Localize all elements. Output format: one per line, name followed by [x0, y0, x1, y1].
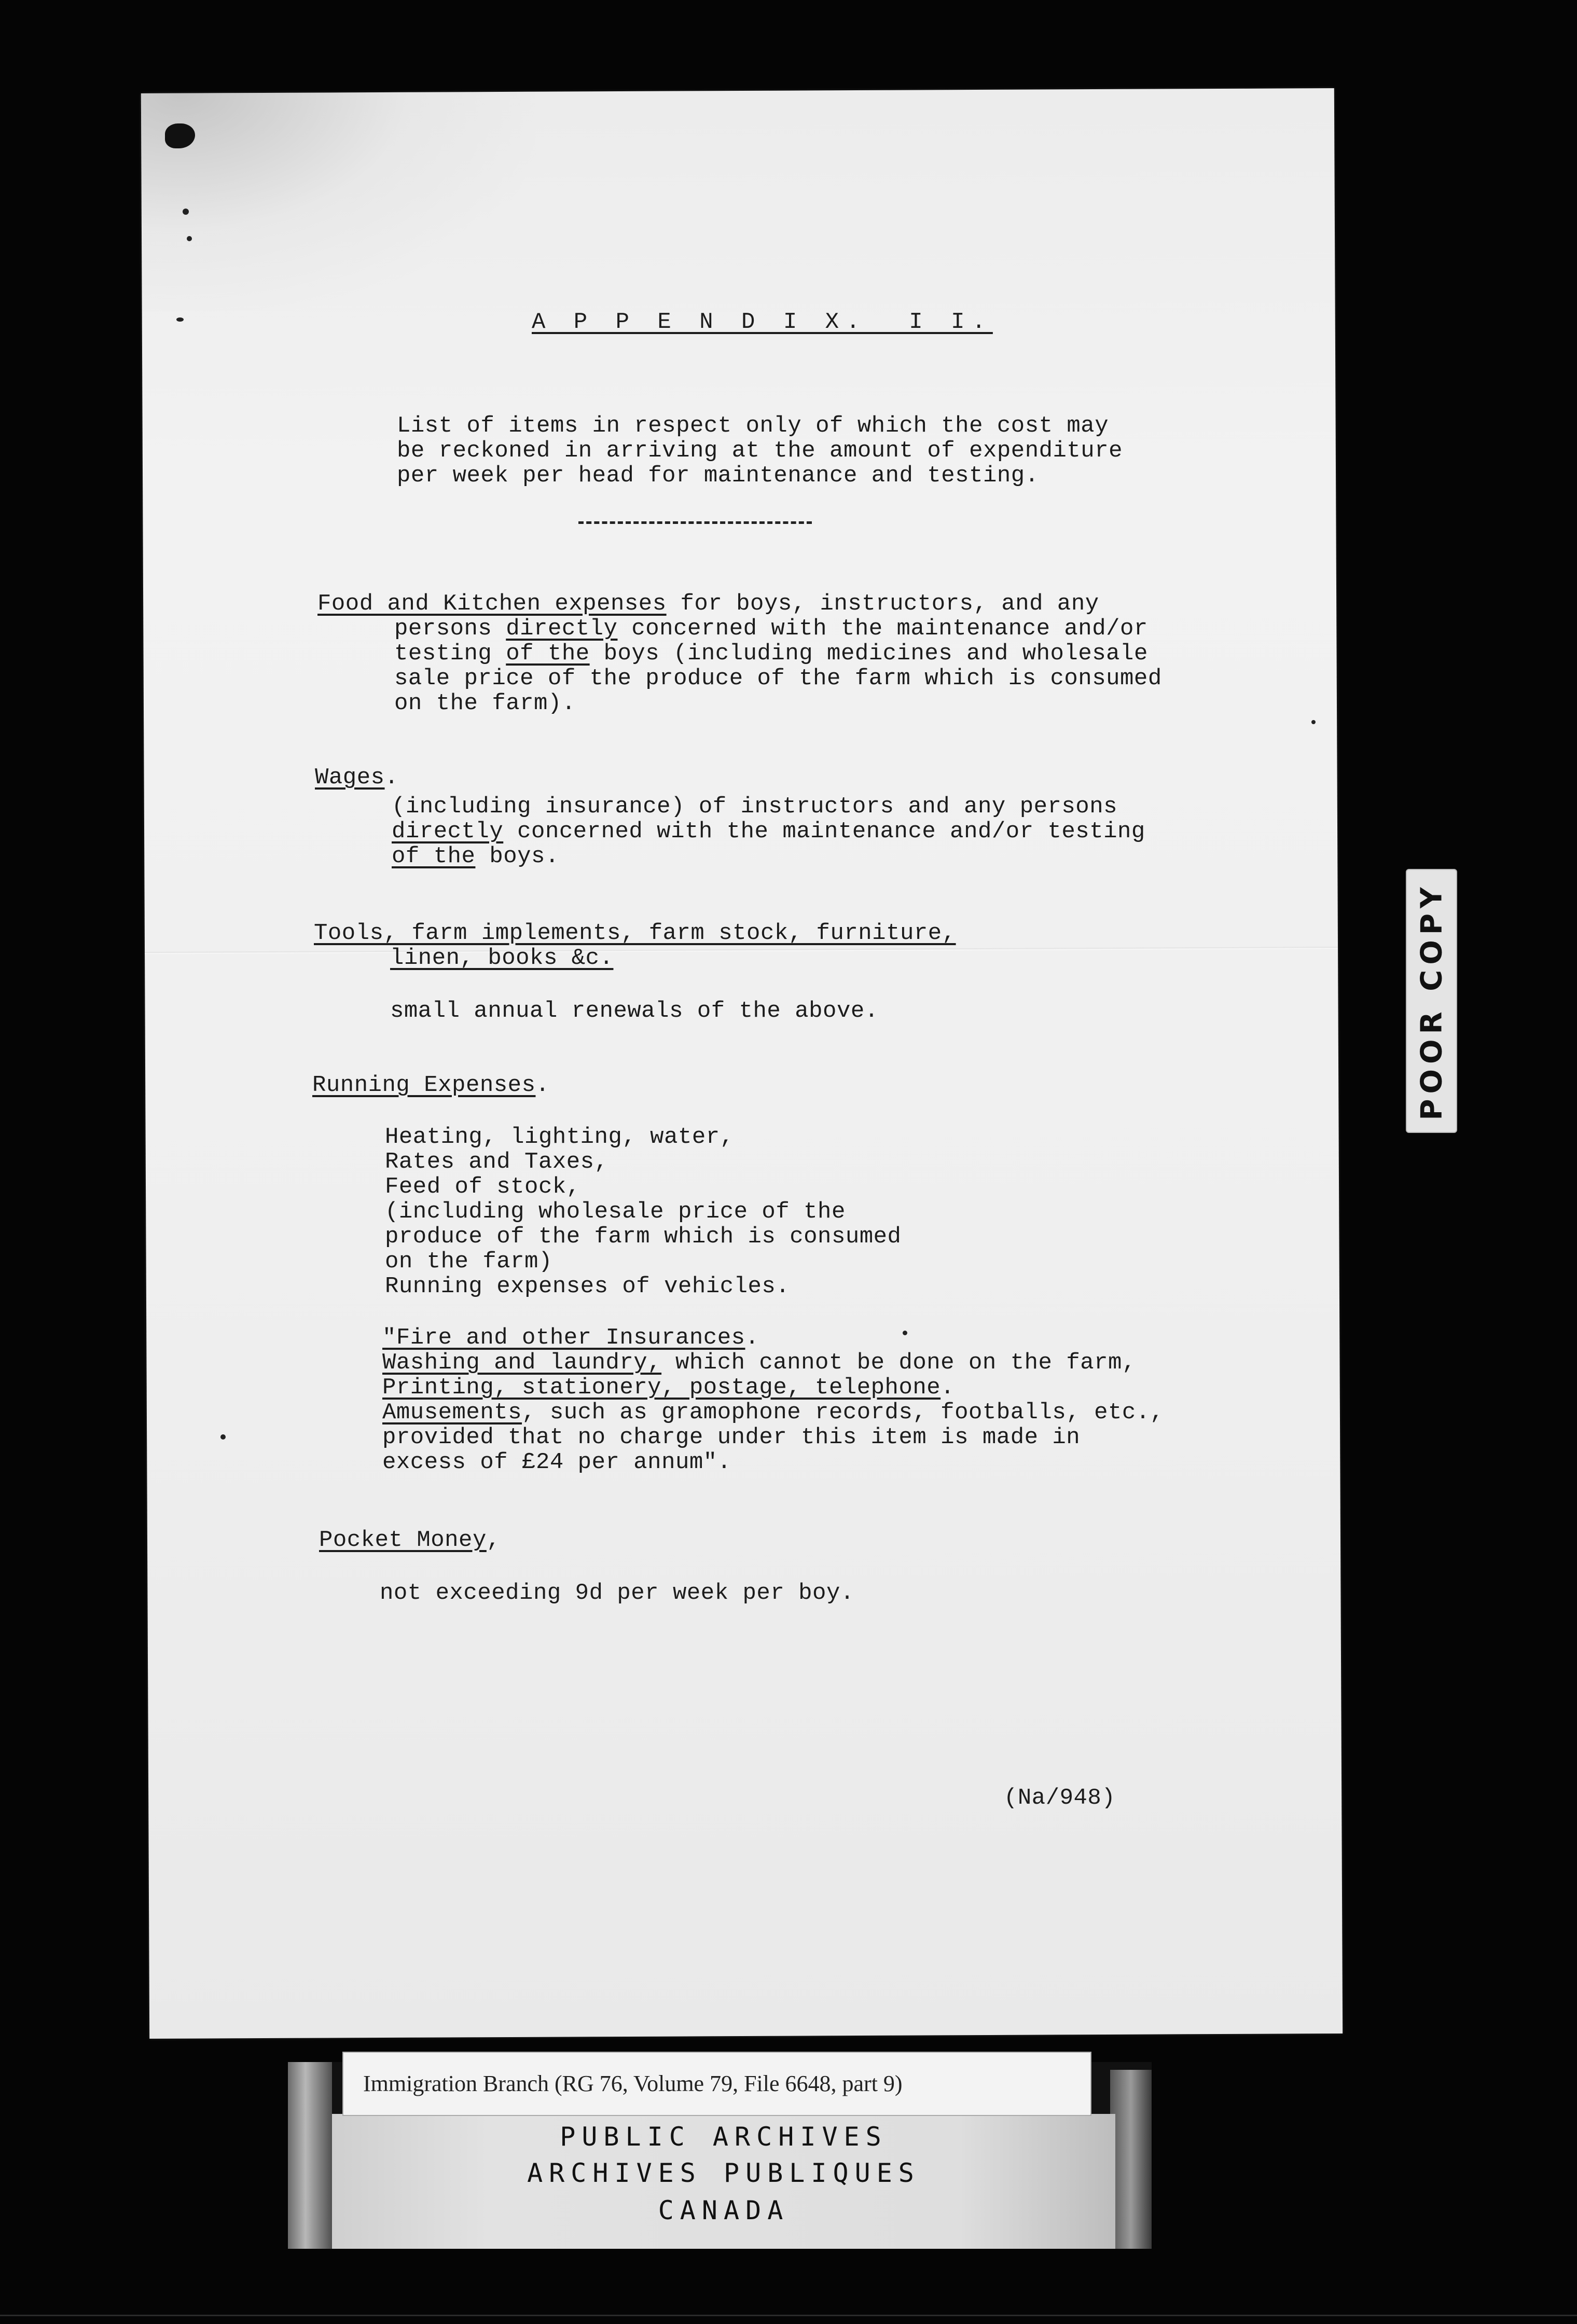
- poor-copy-label: POOR COPY: [1415, 881, 1448, 1120]
- wages-line3-rest: boys.: [475, 843, 559, 869]
- pocket-heading-tail: ,: [486, 1527, 501, 1553]
- wages-line3: [392, 844, 559, 869]
- printing-underlined: Printing, stationery, postage, telephone: [382, 1375, 941, 1401]
- amusements-line2: provided that no charge under this item is made in: [382, 1424, 1081, 1450]
- pocket-body: not exceeding 9d per week per boy.: [380, 1580, 854, 1606]
- speck: [220, 1434, 226, 1440]
- amusements-rest: , such as gramophone records, footballs, etc.,: [522, 1400, 1164, 1426]
- speck: [903, 1331, 907, 1335]
- tools-heading-line1: Tools, farm implements, farm stock, furniture,: [314, 920, 956, 946]
- archive-line-public-archives: PUBLIC ARCHIVES: [560, 2122, 888, 2152]
- pocket-heading: Pocket Money: [319, 1527, 487, 1553]
- washing-line: [382, 1350, 1136, 1375]
- running-heading-line: [312, 1073, 549, 1098]
- wages-line2-rest: concerned with the maintenance and/or testing: [503, 819, 1145, 845]
- amusements-underlined: Amusements: [382, 1400, 522, 1426]
- insurances-underlined: "Fire and other Insurances: [382, 1325, 745, 1351]
- running-item: (including wholesale price of the: [385, 1199, 846, 1225]
- speck: [187, 236, 192, 241]
- wages-of-the-underlined: of the: [392, 843, 476, 869]
- source-reference-card: [342, 2052, 1091, 2116]
- food-section-line5: on the farm).: [394, 690, 576, 716]
- food-of-the-underlined: of the: [506, 641, 590, 667]
- running-item: Heating, lighting, water,: [385, 1124, 734, 1150]
- running-heading-tail: .: [535, 1072, 550, 1098]
- wages-directly-underlined: directly: [392, 819, 504, 845]
- running-item: Feed of stock,: [385, 1174, 580, 1200]
- running-item: Rates and Taxes,: [385, 1149, 608, 1175]
- archive-line-canada: CANADA: [658, 2195, 790, 2225]
- food-heading: Food and Kitchen expenses: [317, 591, 667, 617]
- wages-heading: Wages: [315, 765, 385, 791]
- running-item: produce of the farm which is consumed: [385, 1224, 902, 1250]
- speck: [183, 209, 189, 215]
- running-item: Running expenses of vehicles.: [385, 1274, 790, 1299]
- washing-underlined: Washing and laundry,: [382, 1350, 662, 1376]
- document-page: [141, 88, 1343, 2039]
- poor-copy-stamp: [1406, 869, 1457, 1133]
- food-line3-rest: boys (including medicines and wholesale: [589, 641, 1148, 667]
- speck: [176, 317, 184, 322]
- amusements-line: [382, 1400, 1164, 1425]
- food-line2-rest: concerned with the maintenance and/or: [617, 616, 1148, 642]
- document-reference: (Na/948): [1004, 1785, 1116, 1811]
- intro-line: List of items in respect only of which the cost may: [397, 413, 1109, 439]
- printing-tail: .: [940, 1375, 955, 1401]
- food-section-line4: sale price of the produce of the farm which is consumed: [394, 666, 1162, 691]
- food-line1-text: for boys, instructors, and any: [666, 591, 1099, 617]
- insurances-line: [382, 1325, 759, 1350]
- source-reference-text: Immigration Branch (RG 76, Volume 79, File 6648, part 9): [363, 2071, 903, 2096]
- tools-body: small annual renewals of the above.: [390, 998, 879, 1024]
- archive-line-archives-publiques: ARCHIVES PUBLIQUES: [527, 2158, 920, 2188]
- film-edge-line: [0, 2315, 1577, 2316]
- food-line3-text: testing: [394, 641, 506, 667]
- intro-line: be reckoned in arriving at the amount of expenditure: [397, 438, 1123, 464]
- food-section-line1: [317, 591, 1099, 616]
- food-section-line2: [394, 616, 1148, 641]
- tools-heading-line2: linen, books &c.: [390, 945, 614, 971]
- intro-line: per week per head for maintenance and testing.: [397, 463, 1039, 489]
- wages-heading-tail: .: [384, 765, 399, 791]
- food-line2-text: persons: [394, 616, 506, 642]
- wages-line2: [392, 819, 1145, 844]
- archive-tape-left: [288, 2062, 332, 2249]
- washing-rest: which cannot be done on the farm,: [661, 1350, 1136, 1376]
- amusements-line3: excess of £24 per annum".: [382, 1449, 731, 1475]
- appendix-title: A P P E N D I X. I I.: [532, 309, 993, 335]
- printing-line: [382, 1375, 955, 1400]
- wages-line1: (including insurance) of instructors and any persons: [392, 794, 1118, 820]
- food-section-line3: [394, 641, 1148, 666]
- food-directly-underlined: directly: [506, 616, 618, 642]
- wages-heading-line: [315, 765, 398, 790]
- running-heading: Running Expenses: [312, 1072, 536, 1098]
- archive-tape-right: [1110, 2070, 1152, 2249]
- insurances-tail: .: [745, 1325, 759, 1351]
- running-item: on the farm): [385, 1249, 552, 1275]
- speck: [1311, 720, 1316, 724]
- pocket-heading-line: [319, 1528, 501, 1553]
- page-fold: [145, 947, 1338, 954]
- separator-rule: [578, 521, 812, 524]
